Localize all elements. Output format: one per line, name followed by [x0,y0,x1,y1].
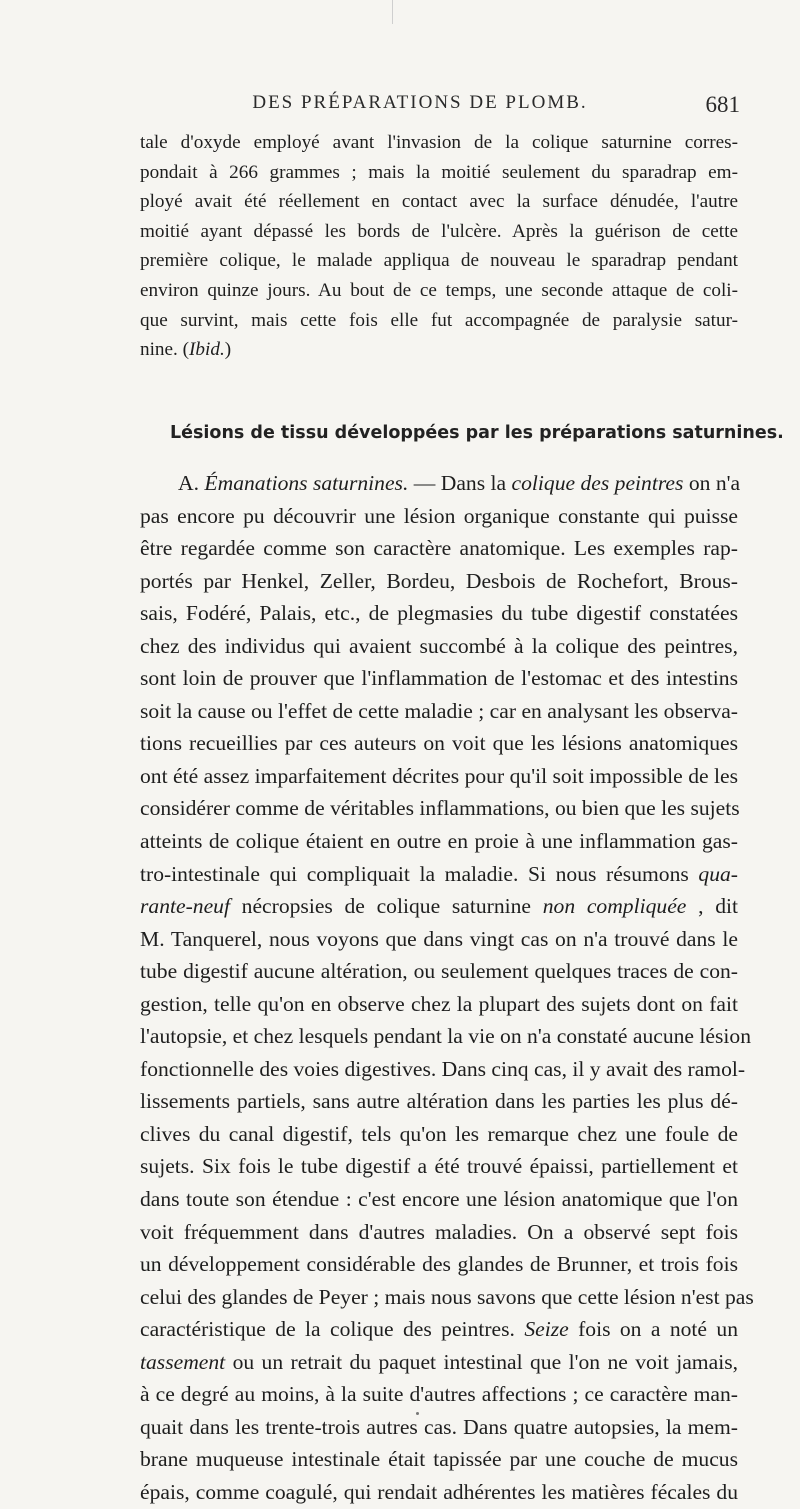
text-line: à ce degré au moins, à la suite d'autres affections ; ce caractère man- [140,1382,738,1407]
text-line: dans toute son étendue : c'est encore une lésion anatomique que l'on [140,1187,738,1212]
text-line: A. Émanations saturnines. — Dans la colique des peintres on n'a [178,471,741,495]
text-line: voit fréquemment dans d'autres maladies. On a observé sept fois [140,1219,738,1244]
text-line: sujets. Six fois le tube digestif a été trouvé épaissi, partiellement et [140,1154,738,1179]
text-line: brane muqueuse intestinale était tapissée par une couche de mucus [140,1447,738,1472]
text-line: un développement considérable des glandes de Brunner, et trois fois [140,1252,738,1277]
text-line: épais, comme coagulé, qui rendait adhérentes les matières fécales du [140,1479,738,1504]
text-line: pas encore pu découvrir une lésion organique constante qui puisse [140,503,738,528]
text-line: moitié ayant dépassé les bords de l'ulcère. Après la guérison de cette [140,220,738,242]
text-line: pondait à 266 grammes ; mais la moitié seulement du sparadrap em- [140,161,738,183]
text-line: tro-intestinale qui compliquait la maladie. Si nous résumons qua- [140,861,738,886]
text-line: que survint, mais cette fois elle fut accompagnée de paralysie satur- [140,309,738,331]
citation-ibid: Ibid. [189,339,225,361]
text-line: caractéristique de la colique des peintres. Seize fois on a noté un [140,1317,738,1342]
text-line: chez des individus qui avaient succombé à la colique des peintres, [140,633,738,658]
text-line: gestion, telle qu'on en observe chez la plupart des sujets dont on fait [140,991,738,1016]
section-heading: Lésions de tissu développées par les préparations saturnines. [170,423,784,443]
text-line: première colique, le malade appliqua de nouveau le sparadrap pendant [140,250,738,272]
text-line: environ quinze jours. Au bout de ce temps, une seconde attaque de coli- [140,279,738,301]
page-header [140,92,740,122]
print-speck [416,1412,419,1415]
text-line: sais, Fodéré, Palais, etc., de plegmasies du tube digestif constatées [140,601,738,626]
text-line: M. Tanquerel, nous voyons que dans vingt cas on n'a trouvé dans le [140,926,738,951]
text-line: quait dans les trente-trois autres cas. Dans quatre autopsies, la mem- [140,1414,738,1439]
paragraph-continuation [140,128,738,365]
italic-term: colique des peintres [511,471,684,495]
text-line: sont loin de prouver que l'inflammation de l'estomac et des intestins [140,666,738,691]
text-line: lissements partiels, sans autre altération dans les parties les plus dé- [140,1089,738,1114]
text-line: tale d'oxyde employé avant l'invasion de la colique saturnine corres- [140,132,738,153]
paragraph-main [140,467,754,1509]
text-line: l'autopsie, et chez lesquels pendant la vie on n'a constaté aucune lésion [140,1024,751,1049]
text-line: considérer comme de véritables inflammations, ou bien que les sujets [140,796,740,821]
page-edge-mark [392,0,397,24]
text-line: soit la cause ou l'effet de cette maladie ; car en analysant les observa- [140,698,738,723]
text-line: ployé avait été réellement en contact avec la surface dénudée, l'autre [140,191,738,213]
text-line: ont été assez imparfaitement décrites pour qu'il soit impossible de les [140,763,738,788]
text-line: celui des glandes de Peyer ; mais nous savons que cette lésion n'est pas [140,1284,754,1309]
text-line: atteints de colique étaient en outre en proie à une inflammation gas- [140,829,738,854]
italic-heading: Émanations saturnines. [204,471,409,495]
text-line: fonctionnelle des voies digestives. Dans cinq cas, il y avait des ramol- [140,1056,746,1081]
text-line: tassement ou un retrait du paquet intestinal que l'on ne voit jamais, [140,1349,738,1374]
text-line: être regardée comme son caractère anatomique. Les exemples rap- [140,536,738,561]
running-title: DES PRÉPARATIONS DE PLOMB. [252,92,588,113]
page-number: 681 [705,92,740,117]
text-line: nine. (Ibid.) [140,339,232,361]
text-line: tions recueillies par ces auteurs on voit que les lésions anatomiques [140,731,738,756]
text-line: rante-neuf nécropsies de colique saturnine non compliquée , dit [140,894,738,919]
text-line: clives du canal digestif, tels qu'on les remarque chez une foule de [140,1121,738,1146]
text-line: portés par Henkel, Zeller, Bordeu, Desbois de Rochefort, Brous- [140,568,738,593]
text-line: tube digestif aucune altération, ou seulement quelques traces de con- [140,959,738,984]
